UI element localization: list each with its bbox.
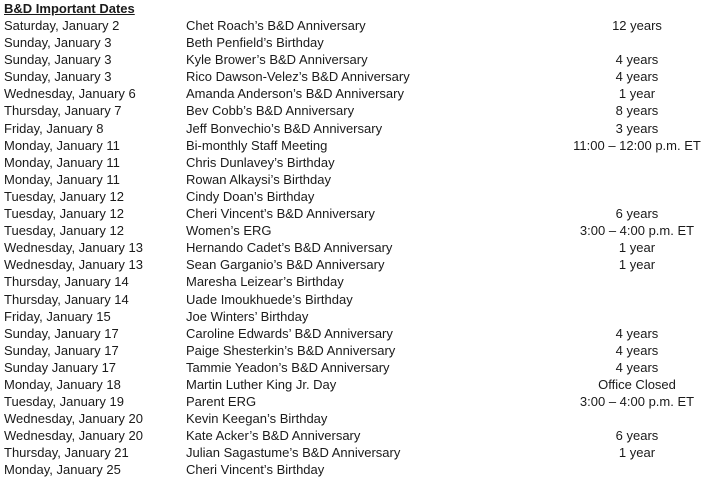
entry-detail: 12 years — [612, 18, 662, 33]
entry-event: Maresha Leizear’s Birthday — [186, 274, 344, 290]
list-item — [0, 222, 714, 239]
entry-date: Sunday January 17 — [4, 359, 117, 375]
entry-event: Cindy Doan’s Birthday — [186, 188, 315, 204]
entry-event: Cheri Vincent’s B&D Anniversary — [186, 206, 375, 222]
entry-detail: 1 year — [618, 240, 656, 256]
entry-date: Tuesday, January 12 — [4, 188, 124, 204]
entry-detail: 3:00 – 4:00 p.m. ET — [579, 394, 695, 410]
entry-event: Uade Imoukhuede’s Birthday — [186, 291, 353, 307]
list-item — [0, 51, 714, 68]
entry-date: Thursday, January 14 — [4, 291, 129, 307]
entry-event: Bev Cobb’s B&D Anniversary — [186, 103, 355, 119]
entry-detail: 8 years — [615, 103, 659, 119]
list-item — [0, 239, 714, 256]
entry-event: Paige Shesterkin’s B&D Anniversary — [186, 342, 396, 358]
entry-date: Sunday, January 3 — [4, 52, 112, 68]
entry-detail: 1 year — [618, 86, 656, 102]
entry-date: Wednesday, January 20 — [4, 428, 143, 444]
entry-date: Sunday, January 3 — [4, 35, 112, 51]
list-item — [0, 410, 714, 427]
entry-date: Tuesday, January 12 — [4, 223, 124, 239]
entry-event: Parent ERG — [186, 394, 257, 410]
list-item — [0, 461, 714, 478]
entry-event: Rowan Alkaysi’s Birthday — [186, 171, 331, 187]
list-item — [0, 34, 714, 51]
entry-detail: 4 years — [615, 52, 659, 68]
entry-detail: 6 years — [615, 206, 659, 222]
list-item — [0, 376, 714, 393]
entry-date: Monday, January 25 — [4, 462, 121, 478]
entry-detail: 4 years — [615, 342, 659, 358]
entry-date: Tuesday, January 12 — [4, 206, 124, 222]
list-item — [0, 342, 714, 359]
entry-date: Wednesday, January 20 — [4, 411, 143, 427]
entry-detail: 4 years — [615, 325, 659, 341]
entry-event: Julian Sagastume’s B&D Anniversary — [186, 445, 401, 461]
entry-event: Bi-monthly Staff Meeting — [186, 137, 328, 153]
entry-event: Chris Dunlavey’s Birthday — [186, 154, 335, 170]
entry-date: Tuesday, January 19 — [4, 394, 124, 410]
list-item — [0, 171, 714, 188]
entry-date: Saturday, January 2 — [4, 18, 120, 33]
entry-date: Wednesday, January 13 — [4, 240, 143, 256]
entry-detail: 1 year — [618, 257, 656, 273]
entry-detail: 3 years — [615, 120, 659, 136]
document-title: B&D Important Dates — [4, 1, 135, 16]
list-item — [0, 444, 714, 461]
entry-detail: 11:00 – 12:00 p.m. ET — [573, 137, 701, 153]
entry-detail: 4 years — [615, 359, 659, 375]
list-item — [0, 393, 714, 410]
entry-detail: 3:00 – 4:00 p.m. ET — [579, 223, 695, 239]
entry-date: Wednesday, January 13 — [4, 257, 143, 273]
entry-date: Friday, January 15 — [4, 308, 111, 324]
entry-event: Amanda Anderson’s B&D Anniversary — [186, 86, 404, 102]
entry-event: Hernando Cadet’s B&D Anniversary — [186, 240, 393, 256]
entry-date: Wednesday, January 6 — [4, 86, 136, 102]
list-item — [0, 325, 714, 342]
entry-event: Cheri Vincent’s Birthday — [186, 462, 325, 478]
entry-date: Thursday, January 14 — [4, 274, 129, 290]
dates-list — [0, 17, 714, 479]
entry-date: Thursday, January 7 — [4, 103, 122, 119]
entry-event: Tammie Yeadon’s B&D Anniversary — [186, 359, 390, 375]
entry-detail: Office Closed — [598, 376, 676, 392]
entry-date: Friday, January 8 — [4, 120, 104, 136]
list-item — [0, 256, 714, 273]
entry-event: Kyle Brower’s B&D Anniversary — [186, 52, 368, 68]
entry-date: Thursday, January 21 — [4, 445, 129, 461]
entry-event: Rico Dawson-Velez’s B&D Anniversary — [186, 69, 410, 85]
entry-date: Sunday, January 3 — [4, 69, 112, 85]
list-item — [0, 427, 714, 444]
list-item — [0, 120, 714, 137]
entry-event: Women’s ERG — [186, 223, 272, 239]
list-item — [0, 17, 714, 34]
entry-event: Joe Winters’ Birthday — [186, 308, 309, 324]
list-item — [0, 359, 714, 376]
list-item — [0, 137, 714, 154]
list-item — [0, 291, 714, 308]
list-item — [0, 308, 714, 325]
entry-event: Caroline Edwards’ B&D Anniversary — [186, 325, 393, 341]
list-item — [0, 68, 714, 85]
entry-detail: 1 year — [618, 445, 656, 461]
entry-detail: 6 years — [615, 428, 659, 444]
entry-detail: 4 years — [615, 69, 659, 85]
entry-date: Monday, January 18 — [4, 376, 121, 392]
entry-event: Kevin Keegan’s Birthday — [186, 411, 328, 427]
list-item — [0, 188, 714, 205]
entry-date: Sunday, January 17 — [4, 325, 119, 341]
entry-event: Jeff Bonvechio’s B&D Anniversary — [186, 120, 383, 136]
entry-event: Beth Penfield’s Birthday — [186, 35, 324, 51]
entry-date: Monday, January 11 — [4, 154, 120, 170]
list-item — [0, 85, 714, 102]
list-item — [0, 154, 714, 171]
entry-event: Sean Garganio’s B&D Anniversary — [186, 257, 385, 273]
list-item — [0, 102, 714, 119]
entry-event: Martin Luther King Jr. Day — [186, 376, 337, 392]
list-item — [0, 273, 714, 290]
entry-date: Monday, January 11 — [4, 171, 120, 187]
entry-date: Sunday, January 17 — [4, 342, 119, 358]
entry-event: Chet Roach’s B&D Anniversary — [186, 18, 366, 33]
entry-event: Kate Acker’s B&D Anniversary — [186, 428, 361, 444]
entry-date: Monday, January 11 — [4, 137, 120, 153]
list-item — [0, 205, 714, 222]
